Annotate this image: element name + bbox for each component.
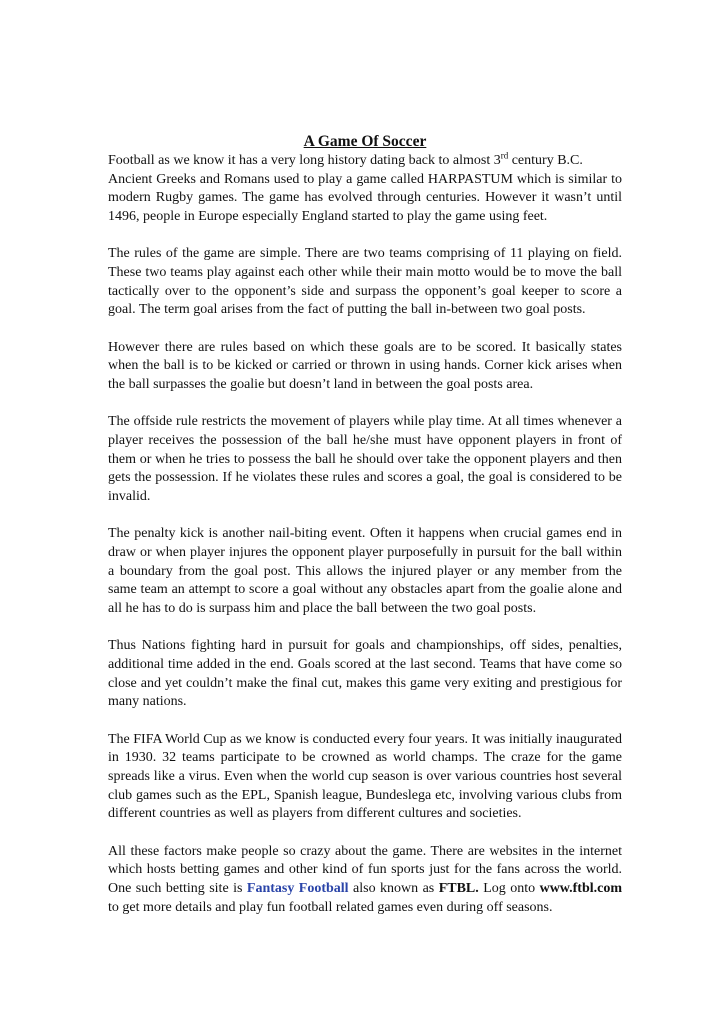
betting-text-4: to get more details and play fun football related games even during off seasons. [108, 899, 553, 915]
paragraph-scoring: However there are rules based on which these goals are to be scored. It basically states when the ball is to be kicked or carried or thrown in using hands. Corner kick arises when the ball surpasses the goalie but doesn’t land in between the goal posts area. [108, 339, 622, 393]
history-line1-text: Football as we know it has a very long history dating back to almost 3 [108, 153, 501, 168]
betting-text-2: also known as [348, 881, 439, 896]
paragraph-penalty: The penalty kick is another nail-biting event. Often it happens when crucial games end in draw or when player injures the opponent player purposefully in pursuit for the ball within a boundary from the goal post. This allows the injured player or any member from the same team an attempt to score a goal without any obstacles apart from the goalie alone and all he has to do is surpass him and place the ball between the two goal posts. [108, 526, 622, 617]
fantasy-football-link[interactable]: Fantasy Football [246, 881, 349, 896]
paragraph-betting [108, 843, 622, 918]
document-body [108, 132, 622, 936]
document-title: A Game Of Soccer [303, 133, 427, 150]
paragraph-history [108, 152, 622, 227]
ftbl-url[interactable]: www.ftbl.com [539, 881, 623, 896]
history-line1-end: century B.C. [508, 153, 583, 168]
history-first-line [108, 152, 622, 171]
paragraph-world-cup: The FIFA World Cup as we know is conducted every four years. It was initially inaugurated in 1930. 32 teams participate to be crowned as world champs. The craze for the game spreads like a virus. Even when the world cup season is over various countries host several club games such as the EPL, Spanish league, Bundeslega etc, involving various clubs from different countries as well as players from different cultures and societies. [108, 731, 622, 822]
history-superscript: rd [500, 150, 509, 161]
paragraph-offside: The offside rule restricts the movement of players while play time. At all times whenever a player receives the possession of the ball he/she must have opponent players in front of them or when he tries to possess the ball he should over take the opponent players and then gets the possession. If he violates these rules and scores a goal, the goal is considered to be invalid. [108, 414, 622, 505]
paragraph-nations: Thus Nations fighting hard in pursuit for goals and championships, off sides, penalties, additional time added in the end. Goals scored at the last second. Teams that have come so close and yet couldn’t make the final cut, makes this game very exiting and prestigious for many nations. [108, 638, 622, 710]
betting-text-3: Log onto [478, 881, 540, 896]
history-rest-text: Ancient Greeks and Romans used to play a game called HARPASTUM which is similar to modern Rugby games. The game has evolved through centuries. However it wasn’t until 1496, people in Europe especially England started to play the game using feet. [108, 171, 622, 225]
paragraph-rules: The rules of the game are simple. There are two teams comprising of 11 playing on field. These two teams play against each other while their main motto would be to move the ball tactically over to the opponent’s side and surpass the opponent’s goal keeper to score a goal. The term goal arises from the fact of putting the ball in-between two goal posts. [108, 246, 622, 318]
ftbl-label: FTBL. [438, 881, 479, 896]
betting-text-1: All these factors make people so crazy about the game. There are websites in the internet which hosts betting games and other kind of fun sports just for the fans across the world. One such betting site is [108, 843, 622, 896]
